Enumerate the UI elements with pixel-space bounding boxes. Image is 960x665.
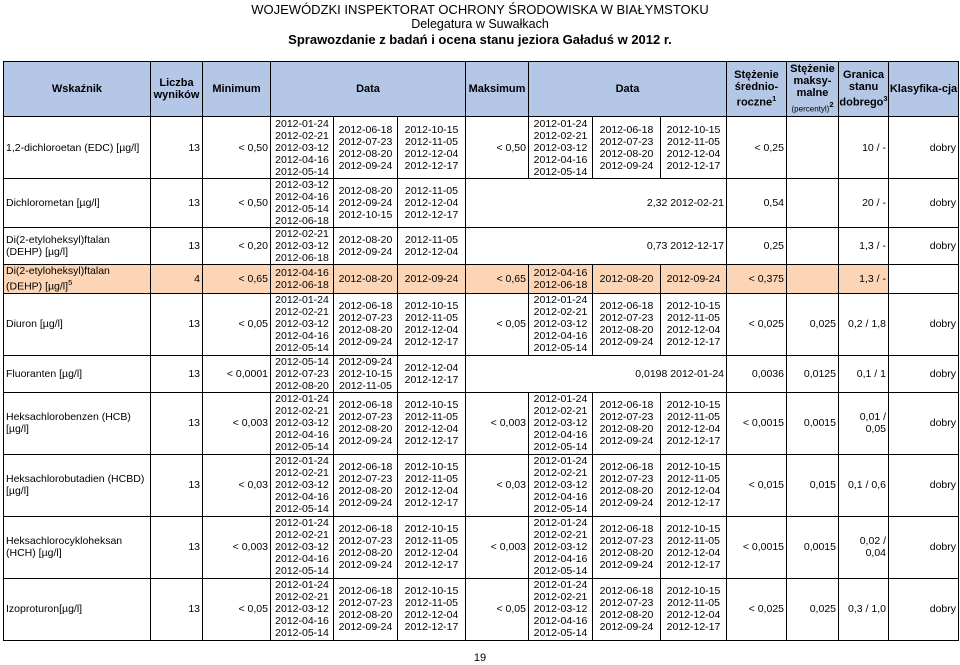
result-count: 13	[151, 516, 203, 578]
mean-concentration: < 0,015	[727, 454, 787, 516]
minimum-dates: 2012-11-05 2012-12-04 2012-12-17	[398, 179, 466, 228]
mean-concentration: < 0,25	[727, 117, 787, 179]
maximum-dates: 2012-01-24 2012-02-21 2012-03-12 2012-04-16 2012-05-14	[529, 293, 593, 355]
indicator-name	[4, 392, 151, 454]
maximum-value-date: 0,73 2012-12-17	[466, 228, 727, 265]
footnote-mark: 2	[829, 99, 834, 109]
col-stezenie-srednioroczne	[727, 62, 787, 117]
minimum-dates: 2012-10-15 2012-11-05 2012-12-04 2012-12-17	[398, 293, 466, 355]
minimum-dates: 2012-06-18 2012-07-23 2012-08-20 2012-09-24	[334, 516, 398, 578]
minimum-dates: 2012-01-24 2012-02-21 2012-03-12 2012-04-16 2012-05-14	[271, 454, 334, 516]
minimum-dates: 2012-01-24 2012-02-21 2012-03-12 2012-04-16 2012-05-14	[271, 117, 334, 179]
branch-name: Delegatura w Suwałkach	[411, 17, 549, 31]
table-row	[4, 392, 959, 454]
minimum-dates: 2012-08-20 2012-09-24	[334, 228, 398, 265]
maximum-dates: 2012-06-18 2012-07-23 2012-08-20 2012-09-24	[593, 293, 661, 355]
minimum-dates: 2012-06-18 2012-07-23 2012-08-20 2012-09-24	[334, 392, 398, 454]
minimum-dates: 2012-06-18 2012-07-23 2012-08-20 2012-09-24	[334, 454, 398, 516]
result-count: 13	[151, 578, 203, 640]
minimum-value: < 0,50	[203, 117, 271, 179]
col-wskaznik: Wskaźnik	[4, 62, 151, 117]
maximum-dates: 2012-10-15 2012-11-05 2012-12-04 2012-12-17	[661, 454, 727, 516]
col-stezenie-srednioroczne-label: Stężenie średnio-roczne	[734, 69, 779, 109]
result-count: 13	[151, 293, 203, 355]
indicator-name	[4, 293, 151, 355]
maximum-dates: 2012-01-24 2012-02-21 2012-03-12 2012-04-16 2012-05-14	[529, 578, 593, 640]
result-count: 13	[151, 392, 203, 454]
indicator-name	[4, 454, 151, 516]
minimum-dates: 2012-02-21 2012-03-12 2012-06-18	[271, 228, 334, 265]
col-minimum: Minimum	[203, 62, 271, 117]
maximum-dates: 2012-01-24 2012-02-21 2012-03-12 2012-04-16 2012-05-14	[529, 454, 593, 516]
maximum-dates: 2012-01-24 2012-02-21 2012-03-12 2012-04-16 2012-05-14	[529, 117, 593, 179]
maximum-dates: 2012-01-24 2012-02-21 2012-03-12 2012-04-16 2012-05-14	[529, 516, 593, 578]
table-row	[4, 117, 959, 179]
maximum-value-date: 2,32 2012-02-21	[466, 179, 727, 228]
good-status-limit: 0,01 / 0,05	[839, 392, 889, 454]
minimum-dates: 2012-10-15 2012-11-05 2012-12-04 2012-12-17	[398, 117, 466, 179]
table-row	[4, 454, 959, 516]
result-count: 13	[151, 454, 203, 516]
mean-concentration: 0,54	[727, 179, 787, 228]
minimum-value: < 0,05	[203, 578, 271, 640]
maximum-dates: 2012-06-18 2012-07-23 2012-08-20 2012-09-24	[593, 516, 661, 578]
table-row	[4, 578, 959, 640]
max-concentration: 0,0125	[787, 355, 839, 392]
maximum-dates: 2012-06-18 2012-07-23 2012-08-20 2012-09-24	[593, 454, 661, 516]
classification: dobry	[889, 454, 959, 516]
indicator-label: Di(2-etyloheksyl)ftalan (DEHP) [µg/l]	[6, 234, 110, 258]
classification	[889, 265, 959, 294]
maximum-value: < 0,03	[466, 454, 529, 516]
indicator-label: 1,2-dichloroetan (EDC) [µg/l]	[6, 141, 140, 154]
indicator-label: Heksachlorocykloheksan (HCH) [µg/l]	[6, 535, 123, 559]
minimum-dates: 2012-10-15 2012-11-05 2012-12-04 2012-12-17	[398, 454, 466, 516]
minimum-value: < 0,003	[203, 392, 271, 454]
max-concentration	[787, 117, 839, 179]
result-count: 13	[151, 117, 203, 179]
col-stezenie-maksymalne-label: Stężenie maksy-malne	[790, 62, 835, 99]
minimum-dates: 2012-01-24 2012-02-21 2012-03-12 2012-04-16 2012-05-14	[271, 293, 334, 355]
minimum-dates: 2012-09-24	[398, 265, 466, 294]
max-concentration: 0,025	[787, 293, 839, 355]
minimum-dates: 2012-01-24 2012-02-21 2012-03-12 2012-04-16 2012-05-14	[271, 578, 334, 640]
classification: dobry	[889, 578, 959, 640]
minimum-dates: 2012-05-14 2012-07-23 2012-08-20	[271, 355, 334, 392]
minimum-value: < 0,05	[203, 293, 271, 355]
minimum-dates: 2012-09-24 2012-10-15 2012-11-05	[334, 355, 398, 392]
max-concentration: 0,025	[787, 578, 839, 640]
report-header	[0, 2, 960, 48]
good-status-limit: 0,1 / 0,6	[839, 454, 889, 516]
minimum-dates: 2012-08-20	[334, 265, 398, 294]
result-count: 13	[151, 179, 203, 228]
minimum-dates: 2012-06-18 2012-07-23 2012-08-20 2012-09-24	[334, 117, 398, 179]
minimum-value: < 0,003	[203, 516, 271, 578]
table-row	[4, 355, 959, 392]
minimum-dates: 2012-03-12 2012-04-16 2012-05-14 2012-06-18	[271, 179, 334, 228]
mean-concentration: < 0,375	[727, 265, 787, 294]
indicator-name	[4, 516, 151, 578]
minimum-dates: 2012-04-16 2012-06-18	[271, 265, 334, 294]
minimum-value: < 0,20	[203, 228, 271, 265]
maximum-dates: 2012-04-16 2012-06-18	[529, 265, 593, 294]
mean-concentration: 0,25	[727, 228, 787, 265]
good-status-limit: 10 / -	[839, 117, 889, 179]
footnote-mark: 3	[883, 94, 888, 104]
max-concentration	[787, 228, 839, 265]
indicator-label: Dichlorometan [µg/l]	[6, 197, 100, 209]
maximum-dates: 2012-10-15 2012-11-05 2012-12-04 2012-12-17	[661, 516, 727, 578]
table-row	[4, 179, 959, 228]
maximum-dates: 2012-10-15 2012-11-05 2012-12-04 2012-12-17	[661, 392, 727, 454]
indicator-label: Heksachlorobenzen (HCB) [µg/l]	[6, 411, 131, 435]
maximum-dates: 2012-10-15 2012-11-05 2012-12-04 2012-12-17	[661, 293, 727, 355]
maximum-value: < 0,003	[466, 392, 529, 454]
classification: dobry	[889, 117, 959, 179]
good-status-limit: 1,3 / -	[839, 265, 889, 294]
maximum-dates: 2012-08-20	[593, 265, 661, 294]
minimum-value: < 0,50	[203, 179, 271, 228]
good-status-limit: 1,3 / -	[839, 228, 889, 265]
maximum-value-date: 0,0198 2012-01-24	[466, 355, 727, 392]
minimum-dates: 2012-06-18 2012-07-23 2012-08-20 2012-09-24	[334, 578, 398, 640]
indicator-name	[4, 228, 151, 265]
col-maksimum: Maksimum	[466, 62, 529, 117]
header-row	[4, 62, 959, 117]
indicator-name	[4, 179, 151, 228]
classification: dobry	[889, 516, 959, 578]
maximum-dates: 2012-06-18 2012-07-23 2012-08-20 2012-09-24	[593, 117, 661, 179]
minimum-dates: 2012-12-04 2012-12-17	[398, 355, 466, 392]
max-concentration: 0,015	[787, 454, 839, 516]
indicator-name	[4, 265, 151, 294]
mean-concentration: < 0,025	[727, 578, 787, 640]
minimum-dates: 2012-10-15 2012-11-05 2012-12-04 2012-12-17	[398, 516, 466, 578]
col-klasyfikacja: Klasyfika-cja	[889, 62, 959, 117]
minimum-value: < 0,03	[203, 454, 271, 516]
mean-concentration: < 0,0015	[727, 392, 787, 454]
good-status-limit: 0,1 / 1	[839, 355, 889, 392]
maximum-value: < 0,05	[466, 578, 529, 640]
classification: dobry	[889, 228, 959, 265]
col-granica-label: Granica stanu dobrego	[839, 69, 884, 109]
indicator-name	[4, 578, 151, 640]
maximum-dates: 2012-09-24	[661, 265, 727, 294]
minimum-dates: 2012-01-24 2012-02-21 2012-03-12 2012-04-16 2012-05-14	[271, 516, 334, 578]
minimum-dates: 2012-11-05 2012-12-04	[398, 228, 466, 265]
report-title: Sprawozdanie z badań i ocena stanu jeziora Gaładuś w 2012 r.	[288, 32, 672, 47]
max-concentration	[787, 265, 839, 294]
minimum-value: < 0,65	[203, 265, 271, 294]
classification: dobry	[889, 179, 959, 228]
classification: dobry	[889, 392, 959, 454]
result-count: 13	[151, 228, 203, 265]
result-count: 13	[151, 355, 203, 392]
col-data-min: Data	[271, 62, 466, 117]
page-number: 19	[473, 652, 487, 664]
maximum-value: < 0,65	[466, 265, 529, 294]
good-status-limit: 0,2 / 1,8	[839, 293, 889, 355]
maximum-dates: 2012-06-18 2012-07-23 2012-08-20 2012-09-24	[593, 392, 661, 454]
indicator-label: Fluoranten [µg/l]	[6, 367, 83, 380]
maximum-dates: 2012-10-15 2012-11-05 2012-12-04 2012-12-17	[661, 117, 727, 179]
maximum-value: < 0,50	[466, 117, 529, 179]
indicator-label: Diuron [µg/l]	[6, 318, 63, 330]
indicator-name	[4, 117, 151, 179]
minimum-dates: 2012-08-20 2012-09-24 2012-10-15	[334, 179, 398, 228]
minimum-value: < 0,0001	[203, 355, 271, 392]
classification: dobry	[889, 293, 959, 355]
good-status-limit: 20 / -	[839, 179, 889, 228]
maximum-value: < 0,003	[466, 516, 529, 578]
table-row	[4, 293, 959, 355]
mean-concentration: 0,0036	[727, 355, 787, 392]
maximum-dates: 2012-06-18 2012-07-23 2012-08-20 2012-09-24	[593, 578, 661, 640]
col-percentyl-label: (percentyl)	[791, 104, 830, 114]
col-granica	[839, 62, 889, 117]
minimum-dates: 2012-10-15 2012-11-05 2012-12-04 2012-12-17	[398, 578, 466, 640]
max-concentration	[787, 179, 839, 228]
maximum-dates: 2012-10-15 2012-11-05 2012-12-04 2012-12-17	[661, 578, 727, 640]
indicator-name	[4, 355, 151, 392]
minimum-dates: 2012-01-24 2012-02-21 2012-03-12 2012-04-16 2012-05-14	[271, 392, 334, 454]
institution-name: WOJEWÓDZKI INSPEKTORAT OCHRONY ŚRODOWISKA W BIAŁYMSTOKU	[251, 2, 709, 17]
table-row	[4, 265, 959, 294]
max-concentration: 0,0015	[787, 516, 839, 578]
indicator-label: Heksachlorobutadien (HCBD) [µg/l]	[6, 473, 145, 497]
col-stezenie-maksymalne	[787, 62, 839, 117]
good-status-limit: 0,3 / 1,0	[839, 578, 889, 640]
maximum-value: < 0,05	[466, 293, 529, 355]
col-liczba-wynikow: Liczba wyników	[151, 62, 203, 117]
results-table	[3, 61, 959, 641]
minimum-dates: 2012-10-15 2012-11-05 2012-12-04 2012-12-17	[398, 392, 466, 454]
mean-concentration: < 0,0015	[727, 516, 787, 578]
result-count: 4	[151, 265, 203, 294]
footnote-mark: 1	[772, 94, 777, 104]
max-concentration: 0,0015	[787, 392, 839, 454]
col-data-max: Data	[529, 62, 727, 117]
table-row	[4, 516, 959, 578]
good-status-limit: 0,02 / 0,04	[839, 516, 889, 578]
table-row	[4, 228, 959, 265]
minimum-dates: 2012-06-18 2012-07-23 2012-08-20 2012-09-24	[334, 293, 398, 355]
mean-concentration: < 0,025	[727, 293, 787, 355]
classification: dobry	[889, 355, 959, 392]
indicator-label: Di(2-etyloheksyl)ftalan (DEHP) [µg/l]	[6, 265, 110, 293]
maximum-dates: 2012-01-24 2012-02-21 2012-03-12 2012-04-16 2012-05-14	[529, 392, 593, 454]
footnote-mark: 5	[68, 278, 73, 287]
indicator-label: Izoproturon[µg/l]	[6, 603, 83, 615]
table-body	[4, 117, 959, 641]
